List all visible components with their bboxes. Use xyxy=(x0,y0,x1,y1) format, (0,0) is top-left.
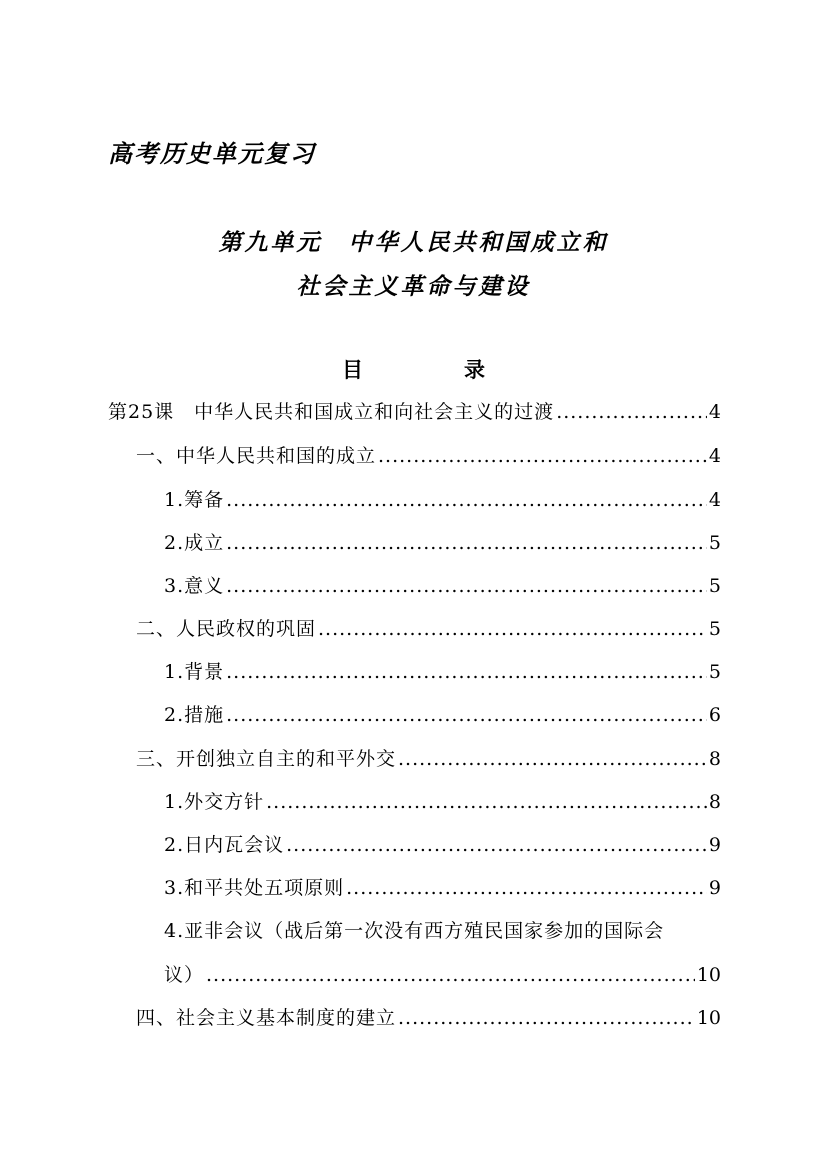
toc-entry-1-2[interactable] xyxy=(164,530,721,556)
toc-entry-section-2[interactable] xyxy=(136,616,721,642)
document-header-title: 高考历史单元复习 xyxy=(108,139,316,168)
unit-title-line-2: 社会主义革命与建设 xyxy=(296,273,531,300)
toc-leader-dots xyxy=(398,1005,695,1031)
toc-leader-dots xyxy=(556,399,707,425)
toc-page-number: 4 xyxy=(708,401,721,423)
toc-page-number: 6 xyxy=(708,704,721,726)
toc-entry-3-3[interactable] xyxy=(164,875,721,901)
toc-page-number: 9 xyxy=(708,877,721,899)
toc-entry-text: 2.措施 xyxy=(164,704,225,726)
toc-entry-2-1[interactable] xyxy=(164,659,721,685)
toc-heading: 目 录 xyxy=(342,357,525,382)
toc-entry-section-4[interactable] xyxy=(136,1005,721,1031)
toc-page-number: 4 xyxy=(708,445,721,467)
toc-page-number: 4 xyxy=(708,489,721,511)
toc-entry-text: 1.背景 xyxy=(164,661,225,683)
toc-entry-section-3[interactable] xyxy=(136,746,721,772)
toc-page-number: 5 xyxy=(708,618,721,640)
toc-leader-dots xyxy=(398,746,707,772)
toc-entry-lesson-25[interactable] xyxy=(108,399,721,425)
toc-entry-text: 二、人民政权的巩固 xyxy=(136,618,317,640)
toc-entry-text: 一、中华人民共和国的成立 xyxy=(136,445,377,467)
toc-page-number: 8 xyxy=(708,791,721,813)
toc-entry-text: 1.外交方针 xyxy=(164,791,265,813)
toc-entry-text: 第25课 中华人民共和国成立和向社会主义的过渡 xyxy=(108,401,555,423)
toc-leader-dots xyxy=(226,487,707,513)
toc-leader-dots xyxy=(318,616,707,642)
toc-entry-text: 议） xyxy=(164,964,205,986)
toc-page-number: 5 xyxy=(708,575,721,597)
toc-entry-2-2[interactable] xyxy=(164,702,721,728)
toc-entry-text: 1.筹备 xyxy=(164,489,225,511)
toc-entry-3-4-first-line[interactable]: 4.亚非会议（战后第一次没有西方殖民国家参加的国际会 xyxy=(164,920,665,942)
toc-page-number: 5 xyxy=(708,661,721,683)
toc-entry-text: 2.日内瓦会议 xyxy=(164,834,285,856)
toc-entry-section-1[interactable] xyxy=(136,443,721,469)
toc-page-number: 8 xyxy=(708,748,721,770)
toc-entry-text: 3.和平共处五项原则 xyxy=(164,877,345,899)
toc-leader-dots xyxy=(206,962,695,988)
toc-leader-dots xyxy=(226,530,707,556)
toc-leader-dots xyxy=(226,659,707,685)
toc-entry-1-3[interactable] xyxy=(164,573,721,599)
toc-page-number: 10 xyxy=(696,1007,721,1029)
toc-entry-3-1[interactable] xyxy=(164,789,721,815)
toc-leader-dots xyxy=(286,832,707,858)
toc-entry-text: 3.意义 xyxy=(164,575,225,597)
toc-leader-dots xyxy=(226,573,707,599)
toc-leader-dots xyxy=(226,702,707,728)
toc-entry-text: 四、社会主义基本制度的建立 xyxy=(136,1007,397,1029)
toc-entry-3-4-continuation[interactable] xyxy=(164,962,721,988)
toc-entry-3-2[interactable] xyxy=(164,832,721,858)
toc-entry-text: 2.成立 xyxy=(164,532,225,554)
toc-page-number: 5 xyxy=(708,532,721,554)
toc-entry-text: 三、开创独立自主的和平外交 xyxy=(136,748,397,770)
toc-leader-dots xyxy=(346,875,707,901)
toc-entry-1-1[interactable] xyxy=(164,487,721,513)
unit-title-line-1: 第九单元 中华人民共和国成立和 xyxy=(218,229,609,256)
toc-leader-dots xyxy=(378,443,707,469)
toc-page-number: 9 xyxy=(708,834,721,856)
toc-page-number: 10 xyxy=(696,964,721,986)
toc-leader-dots xyxy=(266,789,707,815)
